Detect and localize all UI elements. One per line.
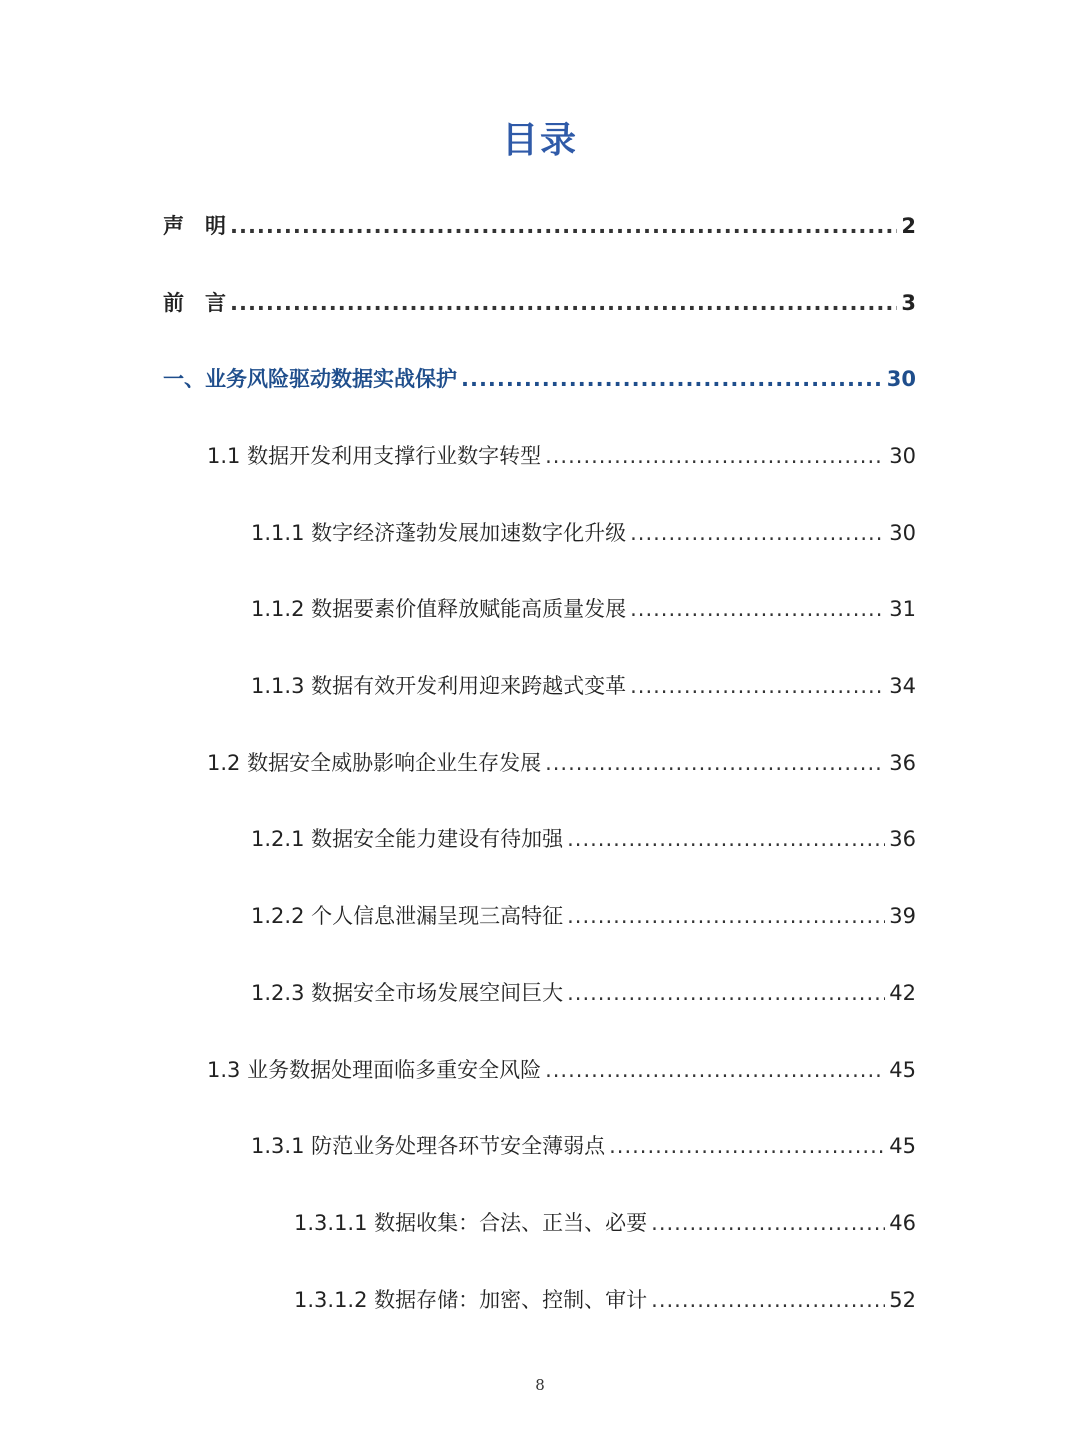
- toc-entry-label: 1.2 数据安全威胁影响企业生存发展: [207, 751, 542, 775]
- toc-entry-label: 1.1 数据开发利用支撑行业数字转型: [207, 444, 542, 468]
- dot-leader: [651, 1206, 885, 1240]
- toc-entry-page: 34: [889, 674, 916, 698]
- dot-leader: [230, 286, 897, 320]
- toc-entry-page: 46: [889, 1211, 916, 1235]
- toc-entry-label: 1.2.2 个人信息泄漏呈现三高特征: [251, 904, 564, 928]
- toc-entry-page: 3: [901, 291, 916, 315]
- dot-leader: [651, 1283, 885, 1317]
- dot-leader: [545, 439, 885, 473]
- toc-entry-label: 1.3.1 防范业务处理各环节安全薄弱点: [251, 1134, 606, 1158]
- toc-entry-1-2-3[interactable]: [251, 976, 916, 1010]
- toc-entry-1-3-1[interactable]: [251, 1129, 916, 1163]
- toc-entry-label: 1.3.1.2 数据存储：加密、控制、审计: [294, 1288, 648, 1312]
- dot-leader: [630, 669, 885, 703]
- toc-entry-page: 42: [889, 981, 916, 1005]
- toc-entry-1-1-3[interactable]: [251, 669, 916, 703]
- toc-entry-1-1-2[interactable]: [251, 592, 916, 626]
- dot-leader: [567, 976, 885, 1010]
- dot-leader: [461, 362, 883, 396]
- toc-entry-label: 1.1.1 数字经济蓬勃发展加速数字化升级: [251, 521, 627, 545]
- dot-leader: [545, 1053, 885, 1087]
- dot-leader: [567, 822, 885, 856]
- page-number: 8: [535, 1376, 545, 1394]
- toc-entry-preface[interactable]: [163, 286, 916, 320]
- toc-entry-label: 1.2.1 数据安全能力建设有待加强: [251, 827, 564, 851]
- page-title: 目录: [501, 120, 578, 161]
- dot-leader: [609, 1129, 885, 1163]
- toc-entry-label: 一、业务风险驱动数据实战保护: [163, 367, 457, 391]
- toc-entry-page: 52: [889, 1288, 916, 1312]
- toc-entry-1-3-1-2[interactable]: [294, 1283, 916, 1317]
- toc-entry-1-1-1[interactable]: [251, 516, 916, 550]
- toc-entry-chapter-1[interactable]: [163, 362, 916, 396]
- toc-entry-label: 1.3 业务数据处理面临多重安全风险: [207, 1058, 542, 1082]
- dot-leader: [567, 899, 885, 933]
- toc-entry-label: 1.2.3 数据安全市场发展空间巨大: [251, 981, 564, 1005]
- toc-entry-statement[interactable]: [163, 209, 916, 243]
- dot-leader: [630, 516, 885, 550]
- toc-entry-label: 1.3.1.1 数据收集：合法、正当、必要: [294, 1211, 648, 1235]
- toc-entry-label: 1.1.2 数据要素价值释放赋能高质量发展: [251, 597, 627, 621]
- toc-entry-page: 45: [889, 1134, 916, 1158]
- toc-entry-label: 1.1.3 数据有效开发利用迎来跨越式变革: [251, 674, 627, 698]
- toc-entry-1-2-1[interactable]: [251, 822, 916, 856]
- toc-entry-label: 前 言: [163, 291, 226, 315]
- toc-entry-1-3[interactable]: [207, 1053, 916, 1087]
- toc-entry-label: 声 明: [163, 214, 226, 238]
- dot-leader: [230, 209, 897, 243]
- toc-entry-page: 45: [889, 1058, 916, 1082]
- toc-entry-page: 31: [889, 597, 916, 621]
- toc-entry-page: 30: [886, 367, 916, 391]
- dot-leader: [545, 746, 885, 780]
- toc-entry-page: 30: [889, 444, 916, 468]
- toc-entry-1-3-1-1[interactable]: [294, 1206, 916, 1240]
- toc-entry-page: 39: [889, 904, 916, 928]
- toc-entry-1-2-2[interactable]: [251, 899, 916, 933]
- toc-entry-page: 36: [889, 827, 916, 851]
- toc-entry-1-1[interactable]: [207, 439, 916, 473]
- dot-leader: [630, 592, 885, 626]
- toc-entry-page: 36: [889, 751, 916, 775]
- toc-entry-1-2[interactable]: [207, 746, 916, 780]
- toc-entry-page: 30: [889, 521, 916, 545]
- toc-entry-page: 2: [901, 214, 916, 238]
